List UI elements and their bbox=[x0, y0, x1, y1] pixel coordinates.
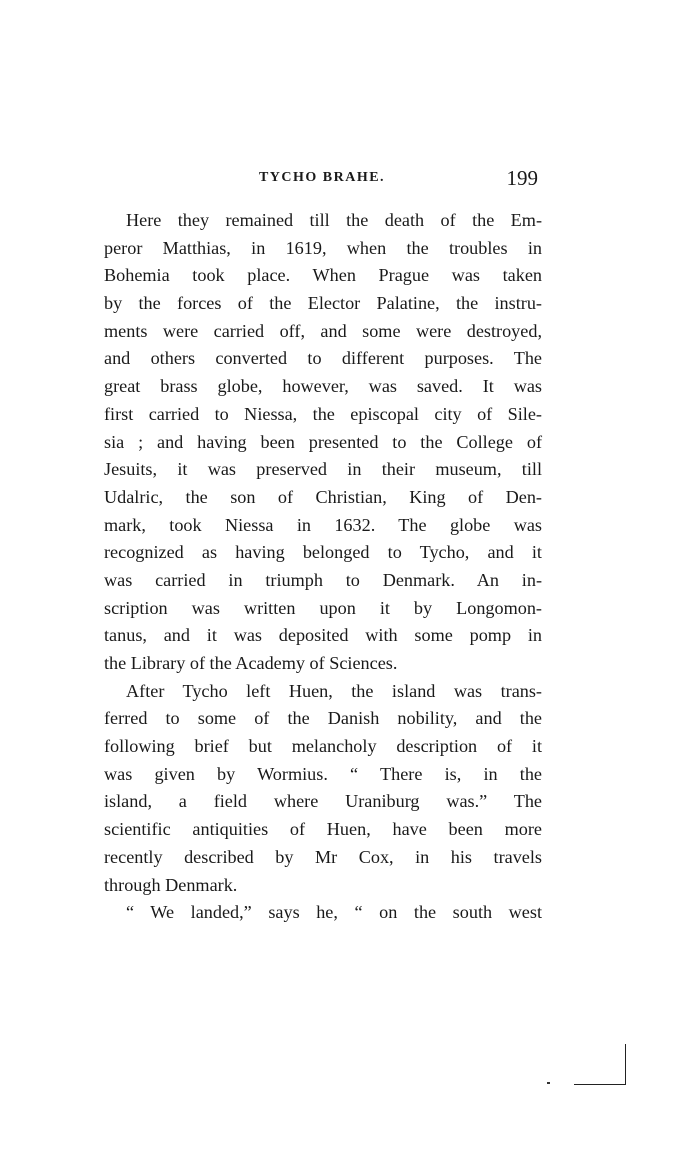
scan-speck bbox=[547, 1082, 550, 1084]
paragraph-3 bbox=[104, 899, 542, 927]
running-head bbox=[104, 166, 540, 194]
text-line: was given by Wormius. “ There is, in the bbox=[104, 763, 542, 784]
text-line: tanus, and it was deposited with some pomp in bbox=[104, 625, 542, 646]
text-line: Bohemia took place. When Prague was taken bbox=[104, 265, 542, 286]
text-line: recognized as having belonged to Tycho, and it bbox=[104, 542, 542, 563]
text-line: by the forces of the Elector Palatine, the instru- bbox=[104, 293, 542, 314]
text-line: following brief but melancholy description of it bbox=[104, 736, 542, 757]
scan-corner-mark bbox=[574, 1044, 626, 1085]
text-line: Jesuits, it was preserved in their museum, till bbox=[104, 459, 542, 480]
text-line: first carried to Niessa, the episcopal city of Sile- bbox=[104, 403, 542, 424]
text-line: sia ; and having been presented to the College of bbox=[104, 431, 542, 452]
text-line: great brass globe, however, was saved. It was bbox=[104, 376, 542, 397]
text-line: Here they remained till the death of the Em- bbox=[126, 210, 542, 230]
paragraph-2 bbox=[104, 678, 542, 900]
running-title: TYCHO BRAHE. bbox=[258, 170, 386, 185]
text-line: was carried in triumph to Denmark. An in- bbox=[104, 569, 542, 590]
text-line: recently described by Mr Cox, in his travels bbox=[104, 846, 542, 867]
text-line: ments were carried off, and some were destroyed, bbox=[104, 320, 542, 341]
text-line: island, a field where Uraniburg was.” The bbox=[104, 791, 542, 812]
page-number: 199 bbox=[506, 166, 538, 190]
text-line: the Library of the Academy of Sciences. bbox=[104, 653, 398, 673]
text-line: “ We landed,” says he, “ on the south west bbox=[126, 902, 542, 923]
text-line: scientific antiquities of Huen, have been more bbox=[104, 819, 542, 840]
text-line: After Tycho left Huen, the island was trans- bbox=[126, 680, 542, 701]
paragraph-1 bbox=[104, 207, 542, 678]
text-line: and others converted to different purposes. The bbox=[104, 348, 542, 369]
body-text bbox=[104, 207, 542, 927]
text-line: scription was written upon it by Longomon- bbox=[104, 597, 542, 618]
text-line: ferred to some of the Danish nobility, and the bbox=[104, 708, 542, 729]
text-line: through Denmark. bbox=[104, 874, 238, 895]
text-line: peror Matthias, in 1619, when the troubles in bbox=[104, 237, 542, 258]
text-line: Udalric, the son of Christian, King of Den- bbox=[104, 486, 542, 507]
text-line: mark, took Niessa in 1632. The globe was bbox=[104, 514, 542, 535]
